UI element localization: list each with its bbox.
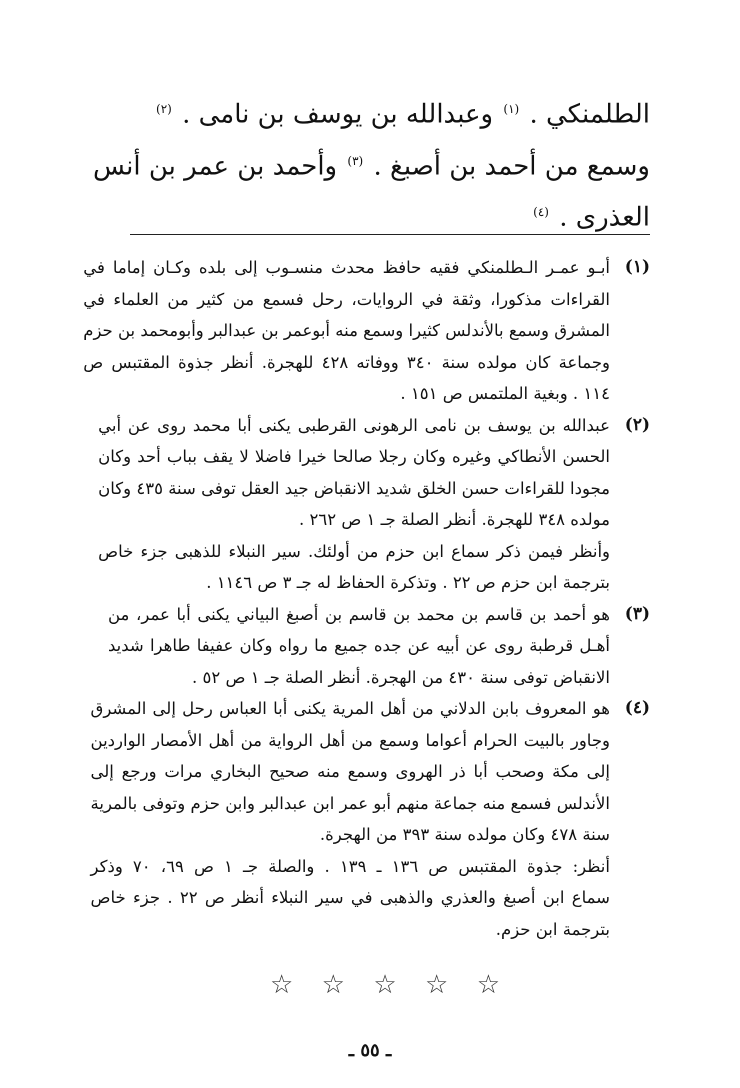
star-icon: ☆ bbox=[425, 970, 449, 1000]
footnote-number: (١) bbox=[624, 257, 650, 277]
main-text-line: وسمع من أحمد بن أصبغ . $^{(٣)}$ وأحمد بن عمر بن أنس bbox=[92, 151, 650, 182]
footnote-number: (٣) bbox=[624, 603, 650, 624]
footnote-line: الحسن الأنطاكي وغيره وكان رجلا صالحا خيرا فاضلا لا يقف بباب أحد وكان bbox=[98, 447, 610, 466]
footnote-text bbox=[98, 410, 610, 599]
footnote-line: وجماعة كان مولده سنة ٣٤٠ ووفاته ٤٢٨ للهجرة. أنظر جذوة المقتبس ص bbox=[83, 352, 610, 372]
footnote bbox=[108, 599, 650, 694]
page-number: ـ ٥٥ ـ bbox=[348, 1040, 392, 1061]
main-text-line: العذرى . $^{(٤)}$ bbox=[533, 202, 650, 233]
main-text bbox=[92, 88, 650, 243]
footnote-number: (٢) bbox=[624, 414, 650, 435]
footnote-line: أهـل قرطبة روى عن أبيه عن جده جميع ما رواه وكان عفيفا طاهرا شديد bbox=[108, 636, 610, 655]
footnote-line: القراءات مذكورا، وثقة في الروايات، رحل فسمع من كثير من العلماء في bbox=[83, 289, 610, 309]
footnote-line: مجودا للقراءات حسن الخلق شديد الانقباض جيد العقل توفى سنة ٤٣٥ وكان bbox=[98, 478, 610, 498]
footnote-line: هو أحمد بن قاسم بن محمد بن قاسم بن أصبغ البياني يكنى أبا عمر، من bbox=[108, 604, 610, 624]
footnote bbox=[90, 693, 650, 945]
footnote-line: المشرق وسمع بالأندلس كثيرا وسمع منه أبوعمر بن عبدالبر وأبومحمد بن حزم bbox=[83, 321, 610, 340]
footnote-line: سماع ابن أصبغ والعذري والذهبى في سير النبلاء أنظر ص ٢٢ . جزء خاص bbox=[90, 888, 610, 907]
footnote-line: بترجمة ابن حزم ص ٢٢ . وتذكرة الحفاظ له جـ ٣ ص ١١٤٦ . bbox=[206, 573, 610, 592]
footnote-line: سنة ٤٧٨ وكان مولده سنة ٣٩٣ من الهجرة. bbox=[319, 825, 610, 844]
footnote-line: عبدالله بن يوسف بن نامى الرهونى القرطبى يكنى أبا محمد روى عن أبي bbox=[98, 415, 610, 435]
footnote-text bbox=[91, 693, 610, 945]
star-icon: ☆ bbox=[373, 970, 397, 1000]
footnote-line: مولده ٣٤٨ للهجرة. أنظر الصلة جـ ١ ص ٢٦٢ . bbox=[298, 510, 610, 529]
footnotes bbox=[83, 252, 650, 945]
footnote-line: الأندلس فسمع منه جماعة منهم أبو عمر ابن عبدالبر وابن حزم وتوفى بالمرية bbox=[90, 793, 610, 813]
footnote-line: وأنظر فيمن ذكر سماع ابن حزم من أولئك. سير النبلاء للذهبى جزء خاص bbox=[98, 541, 610, 561]
footnote-line: أنظر: جذوة المقتبس ص ١٣٦ ـ ١٣٩ . والصلة جـ ١ ص ٦٩، ٧٠ وذكر bbox=[90, 856, 610, 876]
footnote-line: وجاور بالبيت الحرام أعواما وسمع من أهل الرواية من أهل الأمصار الواردين bbox=[90, 730, 610, 750]
footnote-line: أبـو عمـر الـطلمنكي فقيه حافظ محدث منسـوب إلى بلده وكـان إماما في bbox=[83, 258, 610, 277]
footnote-line: بترجمة ابن حزم. bbox=[495, 919, 610, 939]
footnote bbox=[83, 252, 650, 410]
footnote-line: الانقباض توفى سنة ٤٣٠ من الهجرة. أنظر الصلة جـ ١ ص ٥٢ . bbox=[192, 667, 610, 687]
footnote-line: هو المعروف بابن الدلاني من أهل المرية يكنى أبا العباس رحل إلى المشرق bbox=[90, 699, 610, 718]
footnote-number: (٤) bbox=[624, 698, 650, 718]
main-text-line: الطلمنكي . $^{(١)}$ وعبدالله بن يوسف بن نامى . $^{(٢)}$ bbox=[156, 99, 650, 130]
star-icon: ☆ bbox=[321, 970, 345, 1000]
footnote-divider bbox=[130, 234, 650, 235]
footnote-line: إلى مكة وصحب أبا ذر الهروى وسمع منه صحيح البخاري مرات ورجع إلى bbox=[90, 762, 610, 781]
footnote bbox=[98, 410, 650, 599]
footnote-text bbox=[108, 599, 610, 694]
section-ornament bbox=[270, 970, 500, 1000]
footnote-line: ١١٤ . وبغية الملتمس ص ١٥١ . bbox=[400, 384, 610, 403]
star-icon: ☆ bbox=[270, 970, 294, 1000]
footnote-text bbox=[83, 252, 610, 410]
star-icon: ☆ bbox=[476, 970, 500, 1000]
